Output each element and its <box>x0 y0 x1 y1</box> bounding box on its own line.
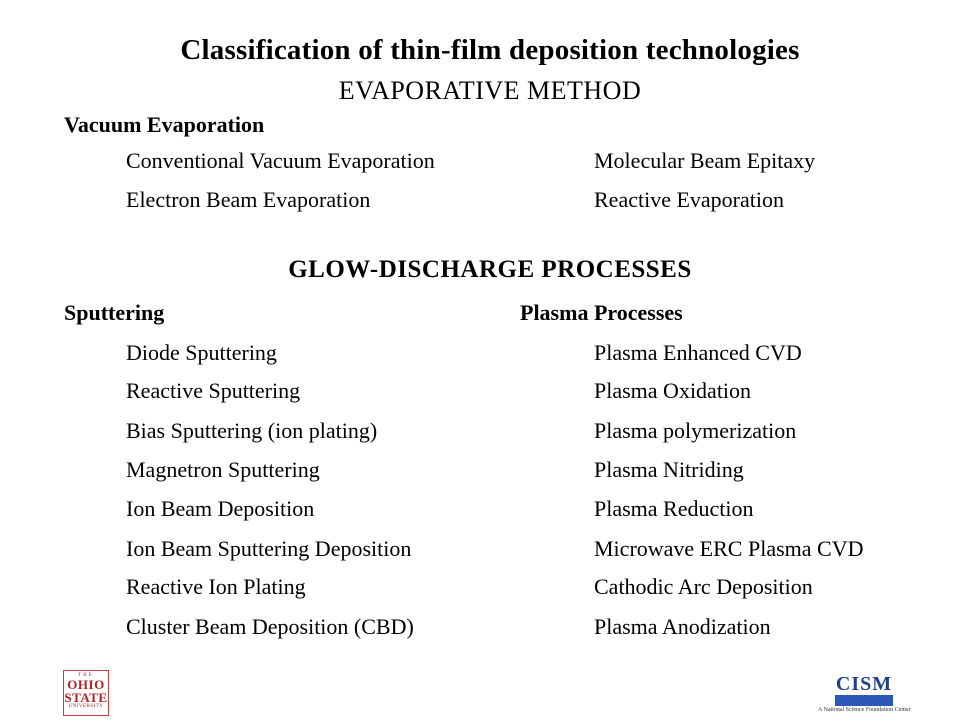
cism-logo-bar <box>835 695 893 706</box>
list-item: Plasma Nitriding <box>594 457 744 482</box>
evaporative-heading: EVAPORATIVE METHOD <box>338 76 642 105</box>
list-item: Reactive Ion Plating <box>126 574 306 599</box>
ohio-state-logo: THE OHIO STATE UNIVERSITY <box>63 670 109 716</box>
list-item: Plasma Reduction <box>594 496 754 521</box>
list-item: Ion Beam Sputtering Deposition <box>126 536 412 561</box>
list-item: Reactive Evaporation <box>594 187 784 212</box>
list-item: Plasma Oxidation <box>594 378 752 403</box>
list-item: Plasma Anodization <box>594 614 771 639</box>
list-item: Plasma polymerization <box>594 418 797 443</box>
list-item: Reactive Sputtering <box>126 378 301 403</box>
list-item: Diode Sputtering <box>126 340 277 365</box>
category-vacuum-evaporation: Vacuum Evaporation <box>64 112 265 137</box>
list-item: Bias Sputtering (ion plating) <box>126 418 378 443</box>
list-item: Cathodic Arc Deposition <box>594 574 813 599</box>
list-item: Cluster Beam Deposition (CBD) <box>126 614 414 639</box>
list-item: Conventional Vacuum Evaporation <box>126 148 435 173</box>
page-title: Classification of thin-film deposition technologies <box>180 34 800 66</box>
list-item: Electron Beam Evaporation <box>126 187 371 212</box>
list-item: Plasma Enhanced CVD <box>594 340 802 365</box>
category-sputtering: Sputtering <box>64 300 165 325</box>
list-item: Molecular Beam Epitaxy <box>594 148 816 173</box>
list-item: Microwave ERC Plasma CVD <box>594 536 864 561</box>
list-item: Magnetron Sputtering <box>126 457 320 482</box>
glow-discharge-heading: GLOW-DISCHARGE PROCESSES <box>288 256 692 283</box>
list-item: Ion Beam Deposition <box>126 496 315 521</box>
cism-logo: CISM A National Science Foundation Center <box>818 673 911 713</box>
category-plasma-processes: Plasma Processes <box>520 300 683 325</box>
